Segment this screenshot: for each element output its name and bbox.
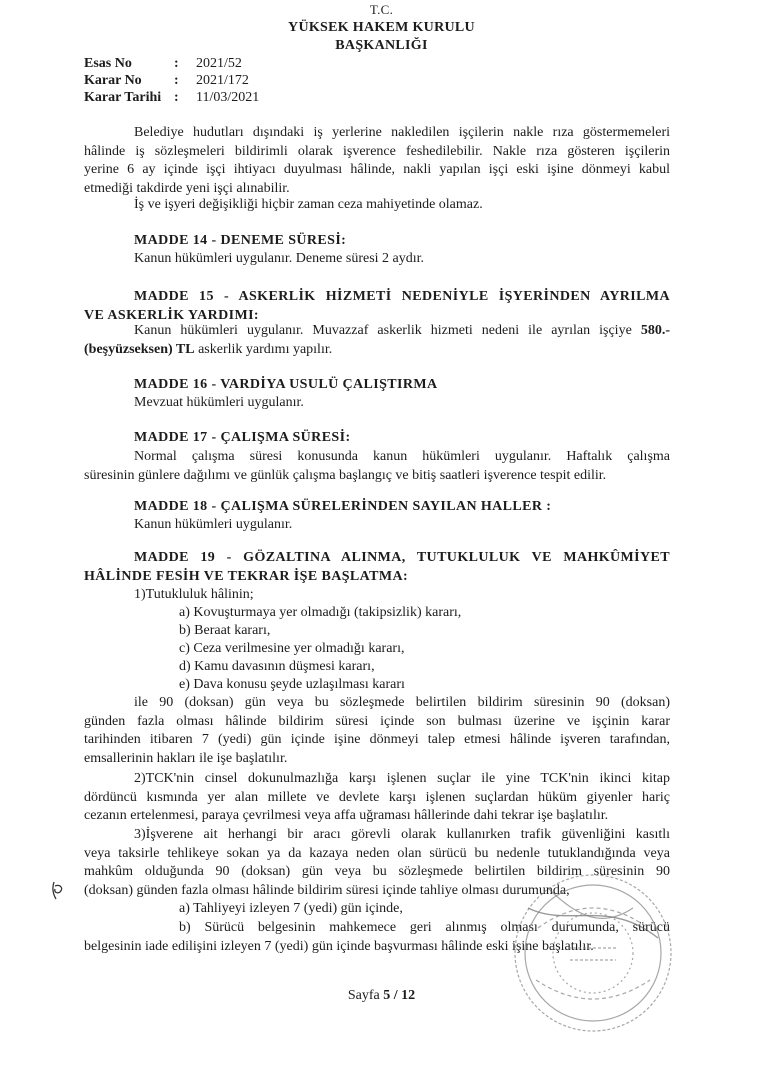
meta-sep: : (174, 90, 179, 105)
article-15-text (84, 322, 670, 359)
article-17-text (84, 448, 670, 485)
heading-line: HÂLİNDE FESİH VE TEKRAR İŞE BAŞLATMA: (84, 568, 409, 584)
article-19-heading (84, 549, 670, 586)
text-line: mahkûm olduğunda 90 (doksan) gün veya bu sözleşmede belirtilen bildirim süresinin 90 (84, 864, 670, 879)
meta-sep: : (174, 73, 179, 88)
article-14-heading: MADDE 14 - DENEME SÜRESİ: (134, 233, 347, 248)
page-label: Sayfa (347, 988, 380, 1003)
text-line: b) Sürücü belgesinin mahkemece geri alınmış olması durumunda, sürücü (179, 920, 670, 935)
meta-label: Karar No (84, 73, 142, 88)
meta-label: Esas No (84, 56, 132, 71)
meta-esas-no (84, 56, 242, 72)
header-department: BAŞKANLIĞI (335, 38, 428, 53)
text-line: etmediği takdirde yeni işçi alınabilir. (84, 180, 290, 196)
meta-value: 2021/172 (196, 73, 249, 88)
text-line: 3)İşverene ait herhangi bir aracı görevli olarak kullanırken trafik güvenliğini kasıtlı (134, 827, 670, 842)
header-country: T.C. (369, 2, 394, 17)
text-line: Belediye hudutları dışındaki iş yerlerine nakledilen işçilerin nakle rıza göstermemeleri (134, 125, 670, 140)
article-15-heading (84, 288, 670, 325)
meta-karar-tarihi (84, 90, 259, 106)
article-16-text: Mevzuat hükümleri uygulanır. (134, 395, 304, 410)
item-1-tail (84, 694, 670, 768)
item-2 (84, 770, 670, 826)
meta-karar-no (84, 73, 249, 89)
article-14-text: Kanun hükümleri uygulanır. Deneme süresi 2 aydır. (134, 251, 425, 266)
item-1-sub-c: c) Ceza verilmesine yer olmadığı kararı, (179, 641, 405, 656)
amount-value: 580.- (640, 323, 670, 338)
text-line: cezanın ertelenmesi, paraya çevrilmesi veya affa uğraması hâllerinde dahi tekrar işe başlatılır. (84, 808, 609, 823)
intro-paragraph (84, 124, 670, 198)
header-institution: YÜKSEK HAKEM KURULU (288, 20, 475, 35)
text-line (84, 322, 670, 341)
text-line: tarihinden itibaren 7 (yedi) gün içinde işine dönmeyi talep etmesi hâlinde işveren tarafından, (84, 732, 670, 747)
text-line: veya taksirle tehlikeye sokan ya da kazaya neden olan sürücü bu nedenle tutuklandığında veya (84, 845, 670, 861)
page-number: 5 / 12 (383, 988, 416, 1003)
text-line: Normal çalışma süresi konusunda kanun hükümleri uygulanır. Haftalık çalışma (134, 449, 670, 464)
handwritten-margin-mark (50, 880, 66, 902)
text-line: dördüncü kısmında yer alan millete ve devlete karşı işlenen suçlardan hüküm giyenler hariç (84, 789, 670, 805)
item-1-sub-d: d) Kamu davasının düşmesi kararı, (179, 659, 375, 674)
official-stamp-seal (508, 868, 678, 1038)
meta-value: 2021/52 (196, 56, 242, 71)
text-line: hâlinde iş sözleşmeleri bildirimli olarak işverence feshedilebilir. Nakle rıza gösteren işçilerin (84, 143, 670, 159)
article-17-heading: MADDE 17 - ÇALIŞMA SÜRESİ: (134, 430, 351, 445)
meta-value: 11/03/2021 (196, 90, 260, 105)
heading-line: MADDE 15 - ASKERLİK HİZMETİ NEDENİYLE İŞYERİNDEN AYRILMA (134, 289, 670, 304)
text-segment: askerlik yardımı yapılır. (198, 341, 333, 357)
article-18-text: Kanun hükümleri uygulanır. (134, 517, 293, 532)
article-18-heading: MADDE 18 - ÇALIŞMA SÜRELERİNDEN SAYILAN HALLER : (134, 499, 552, 514)
heading-line: VE ASKERLİK YARDIMI: (84, 307, 259, 323)
text-line: (doksan) günden fazla olması hâlinde bildirim süresi içinde tahliye olması durumunda, (84, 882, 570, 898)
heading-line: MADDE 19 - GÖZALTINA ALINMA, TUTUKLULUK VE MAHKÛMİYET (134, 550, 670, 565)
text-line: 2)TCK'nin cinsel dokunulmazlığa karşı işlenen suçlar ile yine TCK'nin ikinci kitap (134, 771, 670, 786)
text-line: ile 90 (doksan) gün veya bu sözleşmede belirtilen bildirim süresinin 90 (doksan) (134, 695, 670, 710)
meta-label: Karar Tarihi (84, 90, 162, 105)
item-1-sub-a: a) Kovuşturmaya yer olmadığı (takipsizlik) kararı, (179, 605, 462, 620)
amount-words: (beşyüzseksen) TL (84, 341, 195, 357)
text-line: süresinin günlere dağılımı ve günlük çalışma başlangıç ve bitiş saatleri işverence tespit edilir. (84, 467, 607, 483)
meta-sep: : (174, 56, 179, 71)
item-3-sub-a: a) Tahliyeyi izleyen 7 (yedi) gün içinde, (179, 901, 403, 916)
text-segment: Kanun hükümleri uygulanır. Muvazzaf askerlik hizmeti nedeni ile ayrılan işçiye (134, 323, 632, 338)
text-line: günden fazla olması hâlinde bildirim süresi içinde son bulması üzerine ve işçinin karar (84, 713, 670, 729)
item-1-intro: 1)Tutukluluk hâlinin; (134, 587, 254, 602)
text-line (84, 341, 670, 360)
item-1-sub-b: b) Beraat kararı, (179, 623, 271, 638)
intro-paragraph-2: İş ve işyeri değişikliği hiçbir zaman ceza mahiyetinde olamaz. (134, 197, 483, 212)
text-line: yerine 6 ay içinde işçi ihtiyacı duyulması hâlinde, nakli yapılan işçi eski işine dönmeyi kabul (84, 162, 670, 177)
article-16-heading: MADDE 16 - VARDİYA USULÜ ÇALIŞTIRMA (134, 377, 438, 392)
page-footer (0, 988, 763, 1004)
item-1-sub-e: e) Dava konusu şeyde uzlaşılması kararı (179, 677, 405, 692)
text-line: belgesinin iade edilişini izleyen 7 (yedi) gün içinde başvurması hâlinde eski işine başlatılır. (84, 938, 594, 954)
text-line: emsallerinin hakları ile işe başlatılır. (84, 750, 288, 766)
